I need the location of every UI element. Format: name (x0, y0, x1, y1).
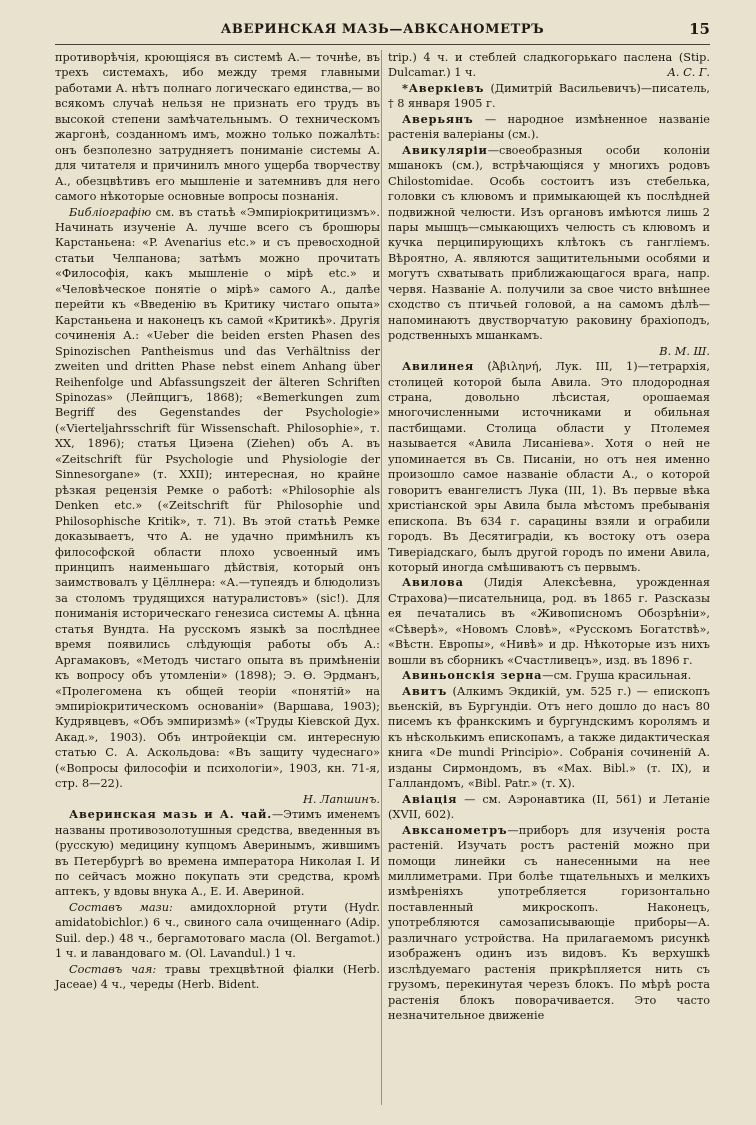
headword: Авикуляріи (402, 142, 488, 157)
left-column (55, 50, 380, 993)
entry-avilova: Авилова (Лидія Алексѣевна, урожденная Страхова)—писательница, род. въ 1865 г. Разсказы ея печатались въ «Живописномъ Обозрѣніи», «Сѣверѣ», «Новомъ Словѣ», «Русскомъ Богатствѣ», «Вѣстн. Европы», «Нивѣ» и др. Нѣкоторые изъ нихъ вошли въ сборникъ «Счастливецъ», изд. въ 1896 г. (388, 575, 710, 667)
entry-avilineya: Авилинея (Ἀβιληνή, Лук. III, 1)—тетрархія, столицей которой была Авила. Это плодородная страна, довольно лѣсистая, орошаемая многочисленными источниками и обильная пастбищами. Столица области у Птолемея называется «Авила Лисаніева». Хотя о ней не упоминается въ Св. Писаніи, но отъ нея именно произошло самое названіе области А., о которой говоритъ евангелистъ Лука (III, 1). Въ первые вѣка христіанской эры Авила была мѣстомъ пребыванія епископа. Въ 634 г. сарацины взяли и ограбили городъ. Въ Десятиградіи, къ востоку отъ озера Тиверіадскаго, былъ другой городъ по имени Авила, который иногда смѣшиваютъ съ первымъ. (388, 359, 710, 574)
headword: Аверьянъ (402, 111, 474, 126)
entry-avikulyarii: Авикуляріи—своеобразныя особи колоніи мшанокъ (см.), встрѣчающіяся у многихъ родовъ Chilostomidae. Особь состоитъ изъ стебелька, головки съ клювомъ и примыкающей къ послѣдней подвижной челюсти. Изъ органовъ имѣются лишь 2 пары мышцъ—смыкающихъ челюсть съ клювомъ и кучка перципирующихъ клѣтокъ съ гангліемъ. Вѣроятно, А. являются защитительными особями и могутъ схватывать приближающагося врага, напр. червя. Названіе А. получили за свое чисто внѣшнее сходство съ птичьей головой, а на самомъ дѣлѣ—напоминаютъ двустворчатую раковину брахіоподъ, родственныхъ мшанкамъ. В. М. Ш. (388, 142, 710, 358)
entry-avksanometr: Авксанометръ—приборъ для изученія роста растеній. Изучать ростъ растеній можно при помощи линейки съ нанесенными на нее миллиметрами. При болѣе тщательныхъ и мелкихъ измѣреніяхъ употребляется горизонтально поставленный микроскопъ. Наконецъ, употребляются самозаписывающіе приборы—А. различнаго устройства. На прилагаемомъ рисункѣ изображенъ одинъ изъ видовъ. Къ верхушкѣ изслѣдуемаго растенія прикрѣпляется нить съ грузомъ, перекинутая черезъ блокъ. По мѣрѣ роста растенія блокъ поворачивается. Это часто незначительное движеніе (388, 822, 710, 1023)
entry-averkiev: *Аверкіевъ (Димитрій Васильевичъ)—писатель, † 8 января 1905 г. (388, 80, 710, 111)
entry-averyan: Аверьянъ — народное измѣненное названіе растенія валеріаны (см.). (388, 111, 710, 142)
paragraph: противорѣчія, кроющіяся въ системѣ А.— точнѣе, въ трехъ системахъ, ибо между тремя главными работами А. нѣтъ полнаго логическаго единства,— во всякомъ случаѣ нельзя не признать его трудъ въ высокой степени замѣчательнымъ. О техническомъ жаргонѣ, созданномъ имъ, можно только пожалѣть: онъ безполезно затрудняетъ пониманіе системы А. для читателя и причинилъ много ущерба творчеству А., обезцвѣтивъ его мышленіе и затемнивъ для него самого нѣкоторые основные вопросы познанія. (55, 51, 380, 204)
paragraph: trip.) 4 ч. и стеблей сладкогорькаго пасленa (Stip. Dulcamar.) 1 ч. А. С. Г. (388, 51, 710, 80)
signature: В. М. Ш. (659, 344, 710, 358)
headword: Авилова (402, 575, 464, 590)
right-column (388, 50, 710, 1024)
page-header (55, 18, 710, 44)
headword: *Аверкіевъ (402, 80, 485, 95)
entry-avinyonskiya-zerna: Авиньонскія зерна—см. Груша красильная. (402, 668, 692, 683)
entry-averinskaya-maz: Аверинская мазь и А. чай.—Этимъ именемъ названы противозолотушныя средства, введенныя въ (русскую) медицину купцомъ Аверинымъ, жившимъ въ Петербургѣ во времена императора Николая I. И по сейчасъ можно покупать эти средства, кромѣ аптекъ, у вдовы внука А., Е. И. Авериной. (55, 807, 381, 899)
paragraph-bibliography: Библіографію см. въ статьѣ «Эмпиріокритицизмъ». Начинать изученіе А. лучше всего съ брошюры Карстаньена: «P. Avenarius etc.» и съ превосходной статьи Челпанова; затѣмъ можно прочитать «Философія, какъ мышленіе о мірѣ etc.» и «Человѣческое понятіе о мірѣ» самого А., далѣе перейти къ «Введенію въ Критику чистаго опыта» Карстаньена и наконецъ къ самой «Критикѣ». Другія сочиненія А.: «Ueber die beiden ersten Phasen des Spinozischen Pantheismus und das Verhältniss der zweiten und dritten Phase nebst einem Anhang über Reihenfolge und Abfassungszeit der älteren Schriften Spinozas» (Лейпцигъ, 1868); «Bemerkungen zum Begriff des Gegenstandes der Psychologie» («Vierteljahrsschrift für Wissenschaft. Philosophie», т. XX, 1896); статья Циэена (Ziehen) объ А. въ «Zeitschrift für Psychologie und Physiologie der Sinnesorgane» (т. XXII); интересная, но крайне рѣзкая рецензія Ремке о работѣ: «Philosophie als Denken etc.» («Zeitschrift für Philosophie und Philosophische Kritik», т. 71). Въ этой статьѣ Ремке доказываетъ, что А. не удачно примѣнилъ къ философской области плохо усвоенный имъ принципъ наименьшаго дѣйствія, который онъ заимствовалъ у Цёллнера: «А.—тупеядъ и блюдолизъ за столомъ трудящихся натуралистовъ» (sic!). Для пониманія историческаго генезиса системы А. цѣнна статья Вундта. На русскомъ языкѣ за послѣднее время появились слѣдующія работы объ А.: Аргамаковъ, «Методъ чистаго опыта въ примѣненіи къ вопросу объ утомленіи» (1898); Э. Ө. Эрдманъ, «Пролегомена къ общей теоріи «понятій» на эмпиріокритическомъ основаніи» (Варшава, 1903); Кудрявцевъ, «Объ эмпиризмѣ» («Труды Кіевской Дух. Акад.», 1903). Объ интройекціи см. интересную статью С. А. Аскольдова: «Въ защиту чудеснаго» («Вопросы философіи и психологіи», 1903, кн. 71-я, стр. 8—22). Н. Лапшинъ. (55, 205, 380, 806)
entry-aviatsiya: Авіація — см. Аэронавтика (II, 561) и Летаніе (XVII, 602). (388, 791, 710, 822)
headword: Авилинея (402, 359, 474, 374)
page-number: 15 (689, 20, 710, 38)
headword: Авиньонскія зерна (402, 668, 543, 683)
signature: Н. Лапшинъ. (302, 792, 380, 806)
headword: Авіація (402, 791, 458, 806)
paragraph-sostav-mazi: Составъ мази: амидохлорной ртути (Hydr. amidatobichlor.) 6 ч., свиного сала очищеннаго (Adip. Suil. dep.) 48 ч., бергамотоваго масла (Ol. Bergamot.) 1 ч. и лавандоваго м. (Ol. Lavandul.) 1 ч. (55, 900, 380, 961)
header-rule (55, 44, 710, 45)
signature: А. С. Г. (667, 66, 710, 80)
headword: Авксанометръ (402, 822, 508, 837)
column-divider (381, 50, 382, 1105)
entry-avit: Авитъ (Алкимъ Экдикій, ум. 525 г.) — епископъ вьенскій, въ Бургундіи. Отъ него дошло до насъ 80 писемъ къ франкскимъ и бургундскимъ королямъ и къ нѣсколькимъ епископамъ, а также дидактическая книга «De mundi Principio». Собранія сочиненій А. изданы Сирмондомъ, въ «Max. Bibl.» (т. IX), и Галландомъ, «Bibl. Patr.» (т. X). (388, 683, 710, 791)
headword: Авитъ (402, 683, 448, 698)
running-head: АВЕРИНСКАЯ МАЗЬ—АВКСАНОМЕТРЪ (220, 22, 545, 37)
headword: Аверинская мазь и А. чай. (69, 807, 272, 822)
paragraph-sostav-chaya: Составъ чая: травы трехцвѣтной фіалки (Herb. Jaceae) 4 ч., череды (Herb. Bident. (55, 962, 381, 992)
